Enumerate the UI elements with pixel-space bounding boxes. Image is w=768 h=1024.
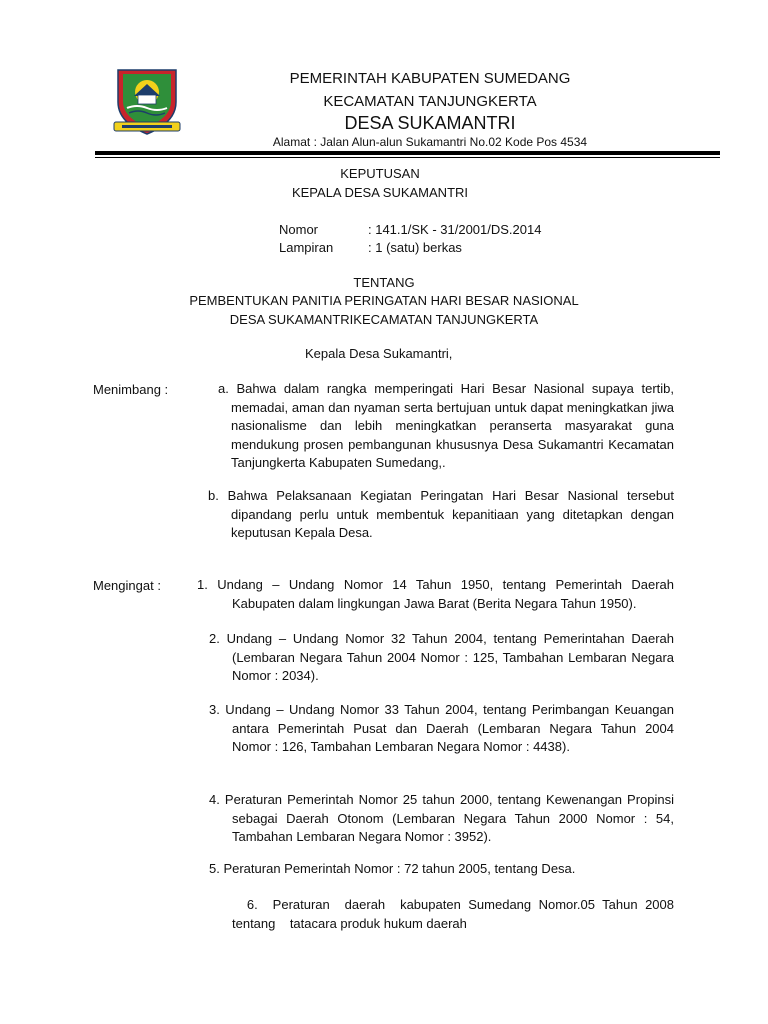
decree-title: KEPUTUSAN <box>340 166 420 181</box>
menimbang-label: Menimbang : <box>93 382 169 397</box>
mengingat-item-3: 3. Undang – Undang Nomor 33 Tahun 2004, tentang Perimbangan Keuangan antara Pemerintah Pusat dan Daerah (Lembaran Negara Tahun 2004 Nomor : 126, Tambahan Lembaran Negara Nomor : 4438). <box>209 702 674 754</box>
sumedang-crest-icon <box>112 66 182 138</box>
salutation: Kepala Desa Sukamantri, <box>305 346 453 361</box>
decree-issuer: KEPALA DESA SUKAMANTRI <box>291 185 469 200</box>
mengingat-item-4: 4. Peraturan Pemerintah Nomor 25 tahun 2000, tentang Kewenangan Propinsi sebagai Daerah Otonom (Lembaran Negara Tahun 2000 Nomor : 54, Tambahan Lembaran Negara Nomor : 3952). <box>209 792 674 844</box>
letterhead-district: KECAMATAN TANJUNGKERTA <box>323 93 537 110</box>
subject-label: TENTANG <box>353 275 415 290</box>
menimbang-point-a: a. Bahwa dalam rangka memperingati Hari Besar Nasional supaya tertib, memadai, aman dan nyaman serta bertujuan untuk dapat meningkatkan jiwa nasionalisme dan lebih meningkatkan peranserta masyarakat guna mendukung prosen pembangunan khususnya Desa Sukamantri Kecamatan Tanjungkerta Kabupaten Sumedang,. <box>218 381 674 470</box>
mengingat-item-1: 1. Undang – Undang Nomor 14 Tahun 1950, tentang Pemerintah Daerah Kabupaten dalam lingkungan Jawa Barat (Berita Negara Tahun 1950). <box>197 577 674 611</box>
mengingat-item-2: 2. Undang – Undang Nomor 32 Tahun 2004, tentang Pemerintahan Daerah (Lembaran Negara Tahun 2004 Nomor : 125, Tambahan Lembaran Negara Nomor : 2034). <box>209 631 674 683</box>
subject-line-1: PEMBENTUKAN PANITIA PERINGATAN HARI BESAR NASIONAL <box>189 293 579 308</box>
letterhead-government: PEMERINTAH KABUPATEN SUMEDANG <box>289 70 571 87</box>
logo-crest <box>112 66 182 138</box>
meta-attachment-label: Lampiran <box>279 240 334 255</box>
mengingat-label: Mengingat : <box>93 578 161 593</box>
letterhead-address: Alamat : Jalan Alun-alun Sukamantri No.02 Kode Pos 4534 <box>272 135 588 149</box>
mengingat-item-5: 5. Peraturan Pemerintah Nomor : 72 tahun 2005, tentang Desa. <box>209 861 576 876</box>
letterhead-village: DESA SUKAMANTRI <box>344 113 516 133</box>
meta-attachment-value: : 1 (satu) berkas <box>368 240 462 255</box>
menimbang-point-b: b. Bahwa Pelaksanaan Kegiatan Peringatan Hari Besar Nasional tersebut dipandang perlu untuk membentuk kepanitiaan yang ditetapkan dengan keputusan Kepala Desa. <box>208 488 674 540</box>
header-rule-thick <box>95 151 720 155</box>
meta-number-label: Nomor <box>279 222 319 237</box>
meta-number-value: : 141.1/SK - 31/2001/DS.2014 <box>368 222 542 237</box>
header-rule-thin <box>95 157 720 158</box>
subject-line-2: DESA SUKAMANTRIKECAMATAN TANJUNGKERTA <box>229 312 539 327</box>
mengingat-item-6: 6. Peraturan daerah kabupaten Sumedang Nomor.05 Tahun 2008 tentang tatacara produk hukum daerah <box>232 897 678 931</box>
